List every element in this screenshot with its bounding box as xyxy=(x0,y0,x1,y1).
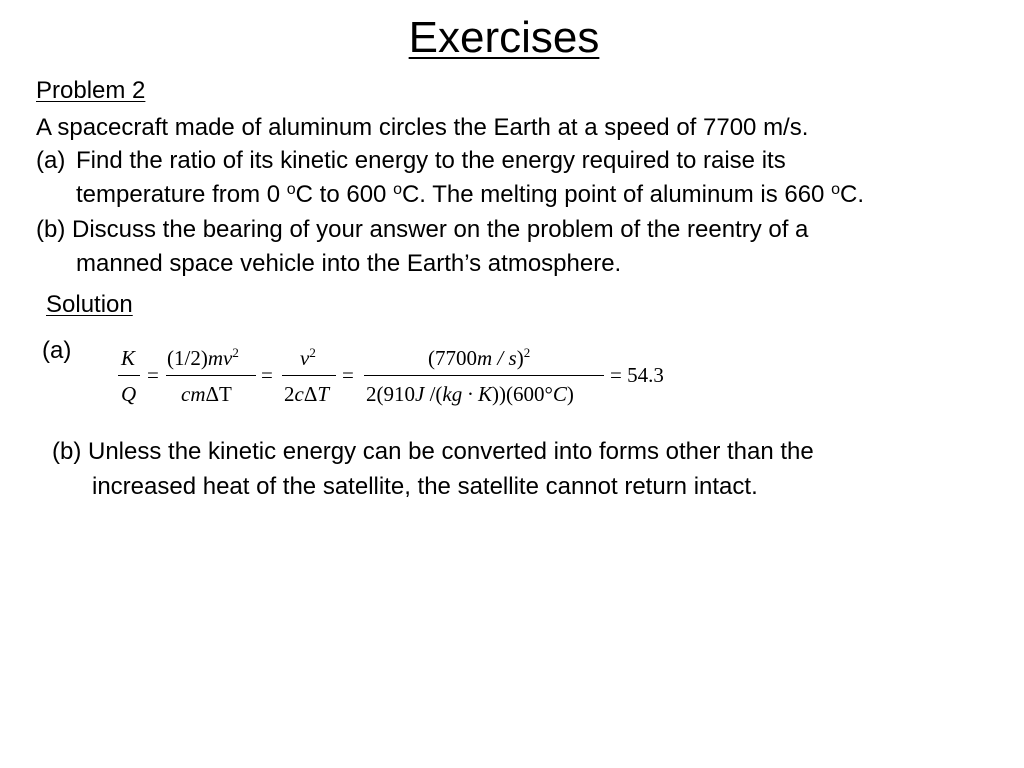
part-a-label: (a) xyxy=(36,147,66,174)
part-a-line2 xyxy=(76,180,864,210)
problem-statement: A spacecraft made of aluminum circles the Earth at a speed of 7700 m/s. xyxy=(36,114,809,141)
eq-result: = 54.3 xyxy=(610,363,664,387)
degree-o-2: o xyxy=(393,181,402,198)
eq-f1-numerator: K xyxy=(121,346,136,370)
eq-f4-bar xyxy=(364,375,604,376)
eq-f4-denominator: 2(910J /(kg · K))(600°C) xyxy=(366,382,574,406)
eq-f2-denominator: cmΔT xyxy=(181,382,232,406)
eq-equals-3: = xyxy=(342,363,354,387)
slide-title: Exercises xyxy=(408,13,600,62)
part-a-line2-mid2: C. The melting point of aluminum is 660 xyxy=(401,181,832,208)
eq-f1-bar xyxy=(118,375,140,376)
part-b-line1: (b) Discuss the bearing of your answer on the problem of the reentry of a xyxy=(36,216,809,243)
solution-heading: Solution xyxy=(46,291,133,318)
eq-f2-numerator: $(1/2)mv^2$ xyxy=(167,345,239,370)
eq-f3-denominator: 2cΔT xyxy=(284,382,330,406)
ratio-equation xyxy=(0,342,1024,412)
degree-o-1: o xyxy=(286,181,296,198)
eq-equals-2: = xyxy=(261,363,273,387)
part-a-line2-post: C. xyxy=(839,181,864,208)
part-b-line2: manned space vehicle into the Earth’s atmosphere. xyxy=(76,250,622,277)
solution-a-label: (a) xyxy=(42,337,72,364)
eq-equals-1: = xyxy=(147,363,159,387)
part-a-line2-mid1: C to 600 xyxy=(295,181,394,208)
eq-f1-denominator: Q xyxy=(121,382,137,406)
eq-f4-numerator: (7700m / s)$^2$ xyxy=(428,345,531,370)
eq-f3-numerator: $v^2$ xyxy=(300,345,316,370)
part-a-line2-pre: temperature from 0 xyxy=(76,181,287,208)
part-a-line1: Find the ratio of its kinetic energy to the energy required to raise its xyxy=(76,147,786,174)
solution-b-line1: (b) Unless the kinetic energy can be converted into forms other than the xyxy=(52,438,814,465)
degree-o-3: o xyxy=(831,181,840,198)
solution-b-line2: increased heat of the satellite, the satellite cannot return intact. xyxy=(92,473,758,500)
eq-f3-bar xyxy=(282,375,336,376)
eq-f2-bar xyxy=(166,375,256,376)
problem-heading: Problem 2 xyxy=(36,77,146,104)
